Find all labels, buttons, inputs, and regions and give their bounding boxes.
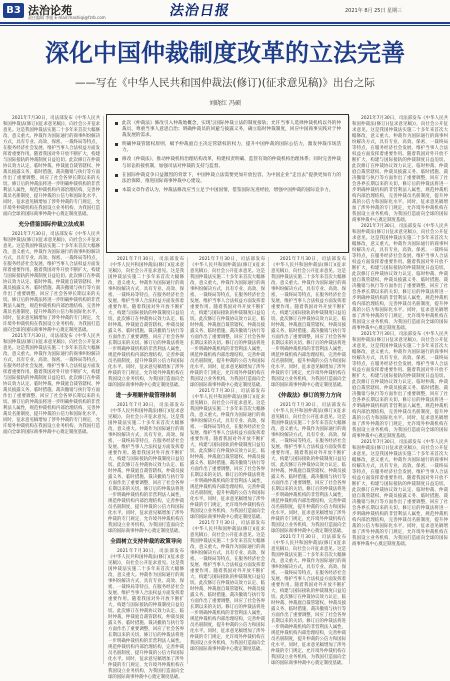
summary-item [115,188,341,194]
header-rule [0,22,450,24]
section-heading: 全面树立支持仲裁的政策导向 [110,539,182,545]
body-paragraph: 2021年7月30日，司法部发布《中华人民共和国仲裁法(修订)(征求意见稿)》，向社会公开征求意见。这是我国仲裁法实施二十多年来首次大幅修改，意义重大。仲裁作为国际通行的商事纠纷解决方式，具有专业、高效、保密、一裁终局等特点，在服务经济社会发展、维护当事人合法权益方面发挥着重要作用。随着我国对外开放不断扩大，构建与国际接轨的仲裁制度日益迫切。此次修订在仲裁协议效力认定、临时仲裁、仲裁庭自裁管辖权、仲裁员披露义务、临时措施、裁决撤销与执行等方面作出了重要调整，回应了社会各界长期以来的关切。修订后的仲裁法将进一步明确仲裁机构的非营利法人属性，规范仲裁机构内部治理结构，完善仲裁员名册制度，提升仲裁的公信力和国际化水平。同时，征求意见稿增加了涉外仲裁的专门规定，允许境外仲裁机构在我国设立业务机构，为我国打造面向全球的国际商事仲裁中心奠定制度基础。 [3,232,100,333]
body-paragraph: 2021年7月30日，司法部发布《中华人民共和国仲裁法(修订)(征求意见稿)》，向社会公开征求意见。这是我国仲裁法实施二十多年来首次大幅修改，意义重大。仲裁作为国际通行的商事纠纷解决方式，具有专业、高效、保密、一裁终局等特点，在服务经济社会发展、维护当事人合法权益方面发挥着重要作用。随着我国对外开放不断扩大，构建与国际接轨的仲裁制度日益迫切。此次修订在仲裁协议效力认定、临时仲裁、仲裁庭自裁管辖权、仲裁员披露义务、临时措施、裁决撤销与执行等方面作出了重要调整，回应了社会各界长期以来的关切。修订后的仲裁法将进一步明确仲裁机构的非营利法人属性，规范仲裁机构内部治理结构，完善仲裁员名册制度，提升仲裁的公信力和国际化水平。同时，征求意见稿增加了涉外仲裁的专门规定，允许境外仲裁机构在我国设立业务机构，为我国打造面向全球的国际商事仲裁中心奠定制度基础。 [352,440,448,547]
article-column-3 [190,257,265,664]
body-paragraph: 2021年7月30日，司法部发布《中华人民共和国仲裁法(修订)(征求意见稿)》，向社会公开征求意见。这是我国仲裁法实施二十多年来首次大幅修改，意义重大。仲裁作为国际通行的商事纠纷解决方式，具有专业、高效、保密、一裁终局等特点，在服务经济社会发展、维护当事人合法权益方面发挥着重要作用。随着我国对外开放不断扩大，构建与国际接轨的仲裁制度日益迫切。此次修订在仲裁协议效力认定、临时仲裁、仲裁庭自裁管辖权、仲裁员披露义务、临时措施、裁决撤销与执行等方面作出了重要调整，回应了社会各界长期以来的关切。修订后的仲裁法将进一步明确仲裁机构的非营利法人属性，规范仲裁机构内部治理结构，完善仲裁员名册制度，提升仲裁的公信力和国际化水平。同时，征求意见稿增加了涉外仲裁的专门规定，允许境外仲裁机构在我国设立业务机构，为我国打造面向全球的国际商事仲裁中心奠定制度基础。 [271,535,346,666]
section-heading: 充分借鉴国际仲裁立法成果 [18,222,85,228]
article-authors: 刘晓红 冯硕 [209,100,241,107]
article-headline: 深化中国仲裁制度改革的立法完善 [45,39,405,67]
summary-item [115,173,341,185]
body-paragraph: 2021年7月30日，司法部发布《中华人民共和国仲裁法(修订)(征求意见稿)》，向社会公开征求意见。这是我国仲裁法实施二十多年来首次大幅修改，意义重大。仲裁作为国际通行的商事纠纷解决方式，具有专业、高效、保密、一裁终局等特点，在服务经济社会发展、维护当事人合法权益方面发挥着重要作用。随着我国对外开放不断扩大，构建与国际接轨的仲裁制度日益迫切。此次修订在仲裁协议效力认定、临时仲裁、仲裁庭自裁管辖权、仲裁员披露义务、临时措施、裁决撤销与执行等方面作出了重要调整，回应了社会各界长期以来的关切。修订后的仲裁法将进一步明确仲裁机构的非营利法人属性，规范仲裁机构内部治理结构，完善仲裁员名册制度，提升仲裁的公信力和国际化水平。同时，征求意见稿增加了涉外仲裁的专门规定，允许境外仲裁机构在我国设立业务机构，为我国打造面向全球的国际商事仲裁中心奠定制度基础。 [190,521,265,652]
article-column-right [352,116,448,664]
summary-box [106,114,349,253]
article-column-2 [108,257,184,680]
body-paragraph: 2021年7月30日，司法部发布《中华人民共和国仲裁法(修订)(征求意见稿)》，向社会公开征求意见。这是我国仲裁法实施二十多年来首次大幅修改，意义重大。仲裁作为国际通行的商事纠纷解决方式，具有专业、高效、保密、一裁终局等特点，在服务经济社会发展、维护当事人合法权益方面发挥着重要作用。随着我国对外开放不断扩大，构建与国际接轨的仲裁制度日益迫切。此次修订在仲裁协议效力认定、临时仲裁、仲裁庭自裁管辖权、仲裁员披露义务、临时措施、裁决撤销与执行等方面作出了重要调整，回应了社会各界长期以来的关切。修订后的仲裁法将进一步明确仲裁机构的非营利法人属性，规范仲裁机构内部治理结构，完善仲裁员名册制度，提升仲裁的公信力和国际化水平。同时，征求意见稿增加了涉外仲裁的专门规定，允许境外仲裁机构在我国设立业务机构，为我国打造面向全球的国际商事仲裁中心奠定制度基础。 [190,257,265,388]
issue-date: 2021年 8月 25日 星期三 [345,8,403,14]
bullet-icon [115,189,118,192]
column-divider [349,116,350,664]
bullet-icon [115,122,118,125]
page-number-badge: B3 [3,3,24,18]
bullet-icon [115,174,118,177]
body-paragraph: 2021年7月30日，司法部发布《中华人民共和国仲裁法(修订)(征求意见稿)》，向社会公开征求意见。这是我国仲裁法实施二十多年来首次大幅修改，意义重大。仲裁作为国际通行的商事纠纷解决方式，具有专业、高效、保密、一裁终局等特点，在服务经济社会发展、维护当事人合法权益方面发挥着重要作用。随着我国对外开放不断扩大，构建与国际接轨的仲裁制度日益迫切。此次修订在仲裁协议效力认定、临时仲裁、仲裁庭自裁管辖权、仲裁员披露义务、临时措施、裁决撤销与执行等方面作出了重要调整，回应了社会各界长期以来的关切。修订后的仲裁法将进一步明确仲裁机构的非营利法人属性，规范仲裁机构内部治理结构，完善仲裁员名册制度，提升仲裁的公信力和国际化水平。同时，征求意见稿增加了涉外仲裁的专门规定，允许境外仲裁机构在我国设立业务机构，为我国打造面向全球的国际商事仲裁中心奠定制度基础。 [271,403,346,534]
column-divider [187,257,188,664]
bullet-icon [115,158,118,161]
body-paragraph: 2021年7月30日，司法部发布《中华人民共和国仲裁法(修订)(征求意见稿)》，向社会公开征求意见。这是我国仲裁法实施二十多年来首次大幅修改，意义重大。仲裁作为国际通行的商事纠纷解决方式，具有专业、高效、保密、一裁终局等特点，在服务经济社会发展、维护当事人合法权益方面发挥着重要作用。随着我国对外开放不断扩大，构建与国际接轨的仲裁制度日益迫切。此次修订在仲裁协议效力认定、临时仲裁、仲裁庭自裁管辖权、仲裁员披露义务、临时措施、裁决撤销与执行等方面作出了重要调整，回应了社会各界长期以来的关切。修订后的仲裁法将进一步明确仲裁机构的非营利法人属性，规范仲裁机构内部治理结构，完善仲裁员名册制度，提升仲裁的公信力和国际化水平。同时，征求意见稿增加了涉外仲裁的专门规定，允许境外仲裁机构在我国设立业务机构，为我国打造面向全球的国际商事仲裁中心奠定制度基础。 [352,116,448,223]
summary-text: 修改《仲裁法》，推动仲裁机构治理结构改革，构建权责明确、监管有效的仲裁机构治理体系；同时完善仲裁与诉讼衔接机制，加强司法对仲裁的支持与监督。 [122,157,341,169]
body-paragraph: 2021年7月30日，司法部发布《中华人民共和国仲裁法(修订)(征求意见稿)》，向社会公开征求意见。这是我国仲裁法实施二十多年来首次大幅修改，意义重大。仲裁作为国际通行的商事纠纷解决方式，具有专业、高效、保密、一裁终局等特点，在服务经济社会发展、维护当事人合法权益方面发挥着重要作用。随着我国对外开放不断扩大，构建与国际接轨的仲裁制度日益迫切。此次修订在仲裁协议效力认定、临时仲裁、仲裁庭自裁管辖权、仲裁员披露义务、临时措施、裁决撤销与执行等方面作出了重要调整，回应了社会各界长期以来的关切。修订后的仲裁法将进一步明确仲裁机构的非营利法人属性，规范仲裁机构内部治理结构，完善仲裁员名册制度，提升仲裁的公信力和国际化水平。同时，征求意见稿增加了涉外仲裁的专门规定，允许境外仲裁机构在我国设立业务机构，为我国打造面向全球的国际商事仲裁中心奠定制度基础。 [108,403,184,534]
body-paragraph: 2021年7月30日，司法部发布《中华人民共和国仲裁法(修订)(征求意见稿)》，向社会公开征求意见。这是我国仲裁法实施二十多年来首次大幅修改，意义重大。仲裁作为国际通行的商事纠纷解决方式，具有专业、高效、保密、一裁终局等特点，在服务经济社会发展、维护当事人合法权益方面发挥着重要作用。随着我国对外开放不断扩大，构建与国际接轨的仲裁制度日益迫切。此次修订在仲裁协议效力认定、临时仲裁、仲裁庭自裁管辖权、仲裁员披露义务、临时措施、裁决撤销与执行等方面作出了重要调整，回应了社会各界长期以来的关切。修订后的仲裁法将进一步明确仲裁机构的非营利法人属性，规范仲裁机构内部治理结构，完善仲裁员名册制度，提升仲裁的公信力和国际化水平。同时，征求意见稿增加了涉外仲裁的专门规定，允许境外仲裁机构在我国设立业务机构，为我国打造面向全球的国际商事仲裁中心奠定制度基础。 [3,334,100,435]
column-divider [103,116,104,664]
section-title: 法治论苑 [28,4,72,17]
article-column-4 [271,257,346,664]
summary-text: 此次《仲裁法》修改引入仲裁地概念，实现与国际仲裁立法的制度接轨；允许当事人选择仲裁机构以外的仲裁员，尊重当事人意思自治；明确仲裁员的回避与披露义务，确立临时仲裁制度，回应中国商事实践对于仲裁发展的需求。 [122,121,341,139]
body-paragraph: 2021年7月30日，司法部发布《中华人民共和国仲裁法(修订)(征求意见稿)》，向社会公开征求意见。这是我国仲裁法实施二十多年来首次大幅修改，意义重大。仲裁作为国际通行的商事纠纷解决方式，具有专业、高效、保密、一裁终局等特点，在服务经济社会发展、维护当事人合法权益方面发挥着重要作用。随着我国对外开放不断扩大，构建与国际接轨的仲裁制度日益迫切。此次修订在仲裁协议效力认定、临时仲裁、仲裁庭自裁管辖权、仲裁员披露义务、临时措施、裁决撤销与执行等方面作出了重要调整，回应了社会各界长期以来的关切。修订后的仲裁法将进一步明确仲裁机构的非营利法人属性，规范仲裁机构内部治理结构，完善仲裁员名册制度，提升仲裁的公信力和国际化水平。同时，征求意见稿增加了涉外仲裁的专门规定，允许境外仲裁机构在我国设立业务机构，为我国打造面向全球的国际商事仲裁中心奠定制度基础。 [3,116,100,217]
summary-text: 本篇文章作者认为，仲裁法修改应当立足于中国国情，借鉴国际先进经验，增强中国仲裁的国际竞争力。 [122,187,334,193]
summary-item [115,142,341,154]
body-paragraph: 2021年7月30日，司法部发布《中华人民共和国仲裁法(修订)(征求意见稿)》，向社会公开征求意见。这是我国仲裁法实施二十多年来首次大幅修改，意义重大。仲裁作为国际通行的商事纠纷解决方式，具有专业、高效、保密、一裁终局等特点，在服务经济社会发展、维护当事人合法权益方面发挥着重要作用。随着我国对外开放不断扩大，构建与国际接轨的仲裁制度日益迫切。此次修订在仲裁协议效力认定、临时仲裁、仲裁庭自裁管辖权、仲裁员披露义务、临时措施、裁决撤销与执行等方面作出了重要调整，回应了社会各界长期以来的关切。修订后的仲裁法将进一步明确仲裁机构的非营利法人属性，规范仲裁机构内部治理结构，完善仲裁员名册制度，提升仲裁的公信力和国际化水平。同时，征求意见稿增加了涉外仲裁的专门规定，允许境外仲裁机构在我国设立业务机构，为我国打造面向全球的国际商事仲裁中心奠定制度基础。 [352,224,448,331]
newspaper-logo: 法治日报 [168,3,232,19]
summary-text: 明确仲裁管辖权原则，赋予仲裁庭自主决定管辖权的权力，提升中国仲裁的国际公信力，激发仲裁市场活力。 [122,142,341,154]
body-paragraph: 2021年7月30日，司法部发布《中华人民共和国仲裁法(修订)(征求意见稿)》，向社会公开征求意见。这是我国仲裁法实施二十多年来首次大幅修改，意义重大。仲裁作为国际通行的商事纠纷解决方式，具有专业、高效、保密、一裁终局等特点，在服务经济社会发展、维护当事人合法权益方面发挥着重要作用。随着我国对外开放不断扩大，构建与国际接轨的仲裁制度日益迫切。此次修订在仲裁协议效力认定、临时仲裁、仲裁庭自裁管辖权、仲裁员披露义务、临时措施、裁决撤销与执行等方面作出了重要调整，回应了社会各界长期以来的关切。修订后的仲裁法将进一步明确仲裁机构的非营利法人属性，规范仲裁机构内部治理结构，完善仲裁员名册制度，提升仲裁的公信力和国际化水平。同时，征求意见稿增加了涉外仲裁的专门规定，允许境外仲裁机构在我国设立业务机构，为我国打造面向全球的国际商事仲裁中心奠定制度基础。 [108,257,184,388]
summary-text: 在国际仲裁竞争日益激烈的背景下，中国仲裁立法需要更加开放包容，为中国企业“走出去”提供更加有力的法治保障，推进国际商事仲裁中心建设。 [122,172,341,184]
article-subheadline: ——写在《中华人民共和国仲裁法(修订)(征求意见稿)》出台之际 [75,77,375,89]
body-paragraph: 2021年7月30日，司法部发布《中华人民共和国仲裁法(修订)(征求意见稿)》，向社会公开征求意见。这是我国仲裁法实施二十多年来首次大幅修改，意义重大。仲裁作为国际通行的商事纠纷解决方式，具有专业、高效、保密、一裁终局等特点，在服务经济社会发展、维护当事人合法权益方面发挥着重要作用。随着我国对外开放不断扩大，构建与国际接轨的仲裁制度日益迫切。此次修订在仲裁协议效力认定、临时仲裁、仲裁庭自裁管辖权、仲裁员披露义务、临时措施、裁决撤销与执行等方面作出了重要调整，回应了社会各界长期以来的关切。修订后的仲裁法将进一步明确仲裁机构的非营利法人属性，规范仲裁机构内部治理结构，完善仲裁员名册制度，提升仲裁的公信力和国际化水平。同时，征求意见稿增加了涉外仲裁的专门规定，允许境外仲裁机构在我国设立业务机构，为我国打造面向全球的国际商事仲裁中心奠定制度基础。 [352,332,448,439]
section-heading: 进一步理顺仲裁管理体制 [115,393,177,399]
bullet-icon [115,143,118,146]
section-heading: 《仲裁法》修订的努力方向 [275,393,342,399]
body-paragraph: 2021年7月30日，司法部发布《中华人民共和国仲裁法(修订)(征求意见稿)》，向社会公开征求意见。这是我国仲裁法实施二十多年来首次大幅修改，意义重大。仲裁作为国际通行的商事纠纷解决方式，具有专业、高效、保密、一裁终局等特点，在服务经济社会发展、维护当事人合法权益方面发挥着重要作用。随着我国对外开放不断扩大，构建与国际接轨的仲裁制度日益迫切。此次修订在仲裁协议效力认定、临时仲裁、仲裁庭自裁管辖权、仲裁员披露义务、临时措施、裁决撤销与执行等方面作出了重要调整，回应了社会各界长期以来的关切。修订后的仲裁法将进一步明确仲裁机构的非营利法人属性，规范仲裁机构内部治理结构，完善仲裁员名册制度，提升仲裁的公信力和国际化水平。同时，征求意见稿增加了涉外仲裁的专门规定，允许境外仲裁机构在我国设立业务机构，为我国打造面向全球的国际商事仲裁中心奠定制度基础。 [271,257,346,388]
body-paragraph: 2021年7月30日，司法部发布《中华人民共和国仲裁法(修订)(征求意见稿)》，向社会公开征求意见。这是我国仲裁法实施二十多年来首次大幅修改，意义重大。仲裁作为国际通行的商事纠纷解决方式，具有专业、高效、保密、一裁终局等特点，在服务经济社会发展、维护当事人合法权益方面发挥着重要作用。随着我国对外开放不断扩大，构建与国际接轨的仲裁制度日益迫切。此次修订在仲裁协议效力认定、临时仲裁、仲裁庭自裁管辖权、仲裁员披露义务、临时措施、裁决撤销与执行等方面作出了重要调整，回应了社会各界长期以来的关切。修订后的仲裁法将进一步明确仲裁机构的非营利法人属性，规范仲裁机构内部治理结构，完善仲裁员名册制度，提升仲裁的公信力和国际化水平。同时，征求意见稿增加了涉外仲裁的专门规定，允许境外仲裁机构在我国设立业务机构，为我国打造面向全球的国际商事仲裁中心奠定制度基础。 [190,389,265,520]
editor-credit: 责任编辑 李媛 E-mail:mashiqi@fzrb.com [28,15,106,20]
summary-item [115,157,341,169]
summary-item [115,121,341,139]
summary-list [115,121,341,197]
article-column-left [3,116,100,664]
column-divider [268,257,269,664]
header-rule-thin [0,25,450,26]
body-paragraph: 2021年7月30日，司法部发布《中华人民共和国仲裁法(修订)(征求意见稿)》，向社会公开征求意见。这是我国仲裁法实施二十多年来首次大幅修改，意义重大。仲裁作为国际通行的商事纠纷解决方式，具有专业、高效、保密、一裁终局等特点，在服务经济社会发展、维护当事人合法权益方面发挥着重要作用。随着我国对外开放不断扩大，构建与国际接轨的仲裁制度日益迫切。此次修订在仲裁协议效力认定、临时仲裁、仲裁庭自裁管辖权、仲裁员披露义务、临时措施、裁决撤销与执行等方面作出了重要调整，回应了社会各界长期以来的关切。修订后的仲裁法将进一步明确仲裁机构的非营利法人属性，规范仲裁机构内部治理结构，完善仲裁员名册制度，提升仲裁的公信力和国际化水平。同时，征求意见稿增加了涉外仲裁的专门规定，允许境外仲裁机构在我国设立业务机构，为我国打造面向全球的国际商事仲裁中心奠定制度基础。 [108,549,184,680]
